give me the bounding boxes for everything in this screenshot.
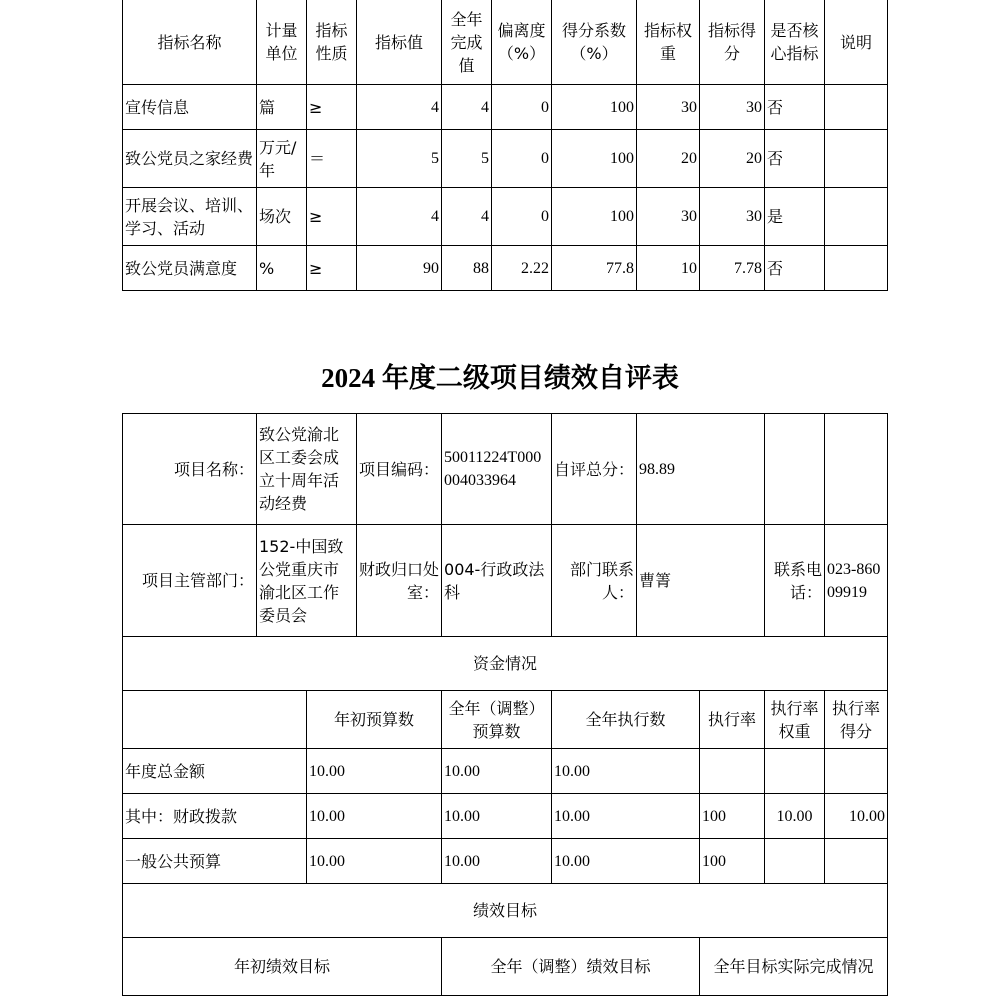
funds-adjusted: 10.00	[442, 839, 552, 884]
indicator-nature: ≥	[307, 246, 357, 291]
funds-initial: 10.00	[307, 839, 442, 884]
indicator-unit: 万元/年	[257, 130, 307, 188]
header-unit: 计量单位	[257, 0, 307, 85]
header-coefficient: 得分系数（%）	[552, 0, 637, 85]
finance-label: 财政归口处室：	[357, 525, 442, 637]
indicator-note	[825, 130, 888, 188]
empty-cell	[825, 414, 888, 525]
funds-header-rate-weight: 执行率权重	[765, 691, 825, 749]
indicator-actual: 88	[442, 246, 492, 291]
indicator-unit: 篇	[257, 85, 307, 130]
indicator-name: 致公党员满意度	[123, 246, 257, 291]
indicator-nature: ≥	[307, 85, 357, 130]
indicator-core: 否	[765, 246, 825, 291]
funds-header-rate: 执行率	[700, 691, 765, 749]
project-info-row	[123, 414, 888, 525]
indicator-coefficient: 100	[552, 85, 637, 130]
header-weight: 指标权重	[637, 0, 700, 85]
funds-section-title: 资金情况	[123, 637, 888, 691]
header-nature: 指标性质	[307, 0, 357, 85]
table-row	[123, 130, 888, 188]
funds-rate-weight	[765, 839, 825, 884]
indicator-actual: 4	[442, 188, 492, 246]
score-value: 98.89	[637, 414, 765, 525]
funds-initial: 10.00	[307, 794, 442, 839]
funds-header-initial: 年初预算数	[307, 691, 442, 749]
funds-header-executed: 全年执行数	[552, 691, 700, 749]
funds-rate-score	[825, 749, 888, 794]
funds-rate-weight: 10.00	[765, 794, 825, 839]
header-core: 是否核心指标	[765, 0, 825, 85]
funds-header-adjusted: 全年（调整）预算数	[442, 691, 552, 749]
funds-row-label: 年度总金额	[123, 749, 307, 794]
funds-rate-weight	[765, 749, 825, 794]
indicator-name: 致公党员之家经费	[123, 130, 257, 188]
indicator-core: 否	[765, 130, 825, 188]
table-row	[123, 839, 888, 884]
score-label: 自评总分：	[552, 414, 637, 525]
goals-section-row	[123, 884, 888, 938]
funds-executed: 10.00	[552, 794, 700, 839]
indicator-deviation: 0	[492, 188, 552, 246]
funds-rate: 100	[700, 794, 765, 839]
indicator-name: 宣传信息	[123, 85, 257, 130]
phone-value: 023-86009919	[825, 525, 888, 637]
funds-adjusted: 10.00	[442, 749, 552, 794]
header-score: 指标得分	[700, 0, 765, 85]
phone-label: 联系电话：	[765, 525, 825, 637]
indicator-header-row	[123, 0, 888, 85]
dept-value: 152-中国致公党重庆市渝北区工作委员会	[257, 525, 357, 637]
funds-header-row	[123, 691, 888, 749]
header-actual: 全年完成值	[442, 0, 492, 85]
contact-label: 部门联系人：	[552, 525, 637, 637]
indicator-target: 5	[357, 130, 442, 188]
goals-section-title: 绩效目标	[123, 884, 888, 938]
funds-rate	[700, 749, 765, 794]
indicator-target: 90	[357, 246, 442, 291]
indicator-actual: 4	[442, 85, 492, 130]
funds-rate: 100	[700, 839, 765, 884]
goals-header-adjusted: 全年（调整）绩效目标	[442, 938, 700, 996]
indicator-score: 20	[700, 130, 765, 188]
funds-executed: 10.00	[552, 839, 700, 884]
project-name-label: 项目名称：	[123, 414, 257, 525]
indicator-target: 4	[357, 85, 442, 130]
self-evaluation-table	[122, 413, 888, 996]
goals-header-row	[123, 938, 888, 996]
funds-header-blank	[123, 691, 307, 749]
indicator-nature: ≥	[307, 188, 357, 246]
funds-row-label: 其中：财政拨款	[123, 794, 307, 839]
finance-value: 004-行政政法科	[442, 525, 552, 637]
indicator-deviation: 0	[492, 130, 552, 188]
indicator-core: 否	[765, 85, 825, 130]
page-title: 2024 年度二级项目绩效自评表	[321, 363, 679, 393]
header-note: 说明	[825, 0, 888, 85]
indicator-score: 30	[700, 85, 765, 130]
indicator-deviation: 2.22	[492, 246, 552, 291]
indicator-coefficient: 100	[552, 188, 637, 246]
indicator-weight: 30	[637, 188, 700, 246]
indicator-coefficient: 100	[552, 130, 637, 188]
project-code-value: 50011224T000004033964	[442, 414, 552, 525]
department-row	[123, 525, 888, 637]
project-code-label: 项目编码：	[357, 414, 442, 525]
indicator-weight: 30	[637, 85, 700, 130]
indicator-nature: ＝	[307, 130, 357, 188]
funds-row-label: 一般公共预算	[123, 839, 307, 884]
funds-adjusted: 10.00	[442, 794, 552, 839]
header-target: 指标值	[357, 0, 442, 85]
indicator-weight: 10	[637, 246, 700, 291]
table-row	[123, 794, 888, 839]
funds-section-row	[123, 637, 888, 691]
indicator-table	[122, 0, 888, 291]
funds-header-rate-score: 执行率得分	[825, 691, 888, 749]
goals-header-actual: 全年目标实际完成情况	[700, 938, 888, 996]
project-name-value: 致公党渝北区工委会成立十周年活动经费	[257, 414, 357, 525]
indicator-unit: %	[257, 246, 307, 291]
indicator-note	[825, 188, 888, 246]
indicator-note	[825, 85, 888, 130]
funds-executed: 10.00	[552, 749, 700, 794]
header-deviation: 偏离度（%）	[492, 0, 552, 85]
contact-value: 曹箐	[637, 525, 765, 637]
indicator-note	[825, 246, 888, 291]
goals-header-initial: 年初绩效目标	[123, 938, 442, 996]
funds-rate-score: 10.00	[825, 794, 888, 839]
table-row	[123, 749, 888, 794]
dept-label: 项目主管部门：	[123, 525, 257, 637]
indicator-weight: 20	[637, 130, 700, 188]
indicator-unit: 场次	[257, 188, 307, 246]
indicator-core: 是	[765, 188, 825, 246]
indicator-actual: 5	[442, 130, 492, 188]
table-row	[123, 188, 888, 246]
header-indicator-name: 指标名称	[123, 0, 257, 85]
indicator-deviation: 0	[492, 85, 552, 130]
indicator-name: 开展会议、培训、学习、活动	[123, 188, 257, 246]
table-row	[123, 85, 888, 130]
indicator-score: 7.78	[700, 246, 765, 291]
table-row	[123, 246, 888, 291]
funds-rate-score	[825, 839, 888, 884]
empty-cell	[765, 414, 825, 525]
indicator-score: 30	[700, 188, 765, 246]
indicator-coefficient: 77.8	[552, 246, 637, 291]
indicator-target: 4	[357, 188, 442, 246]
funds-initial: 10.00	[307, 749, 442, 794]
